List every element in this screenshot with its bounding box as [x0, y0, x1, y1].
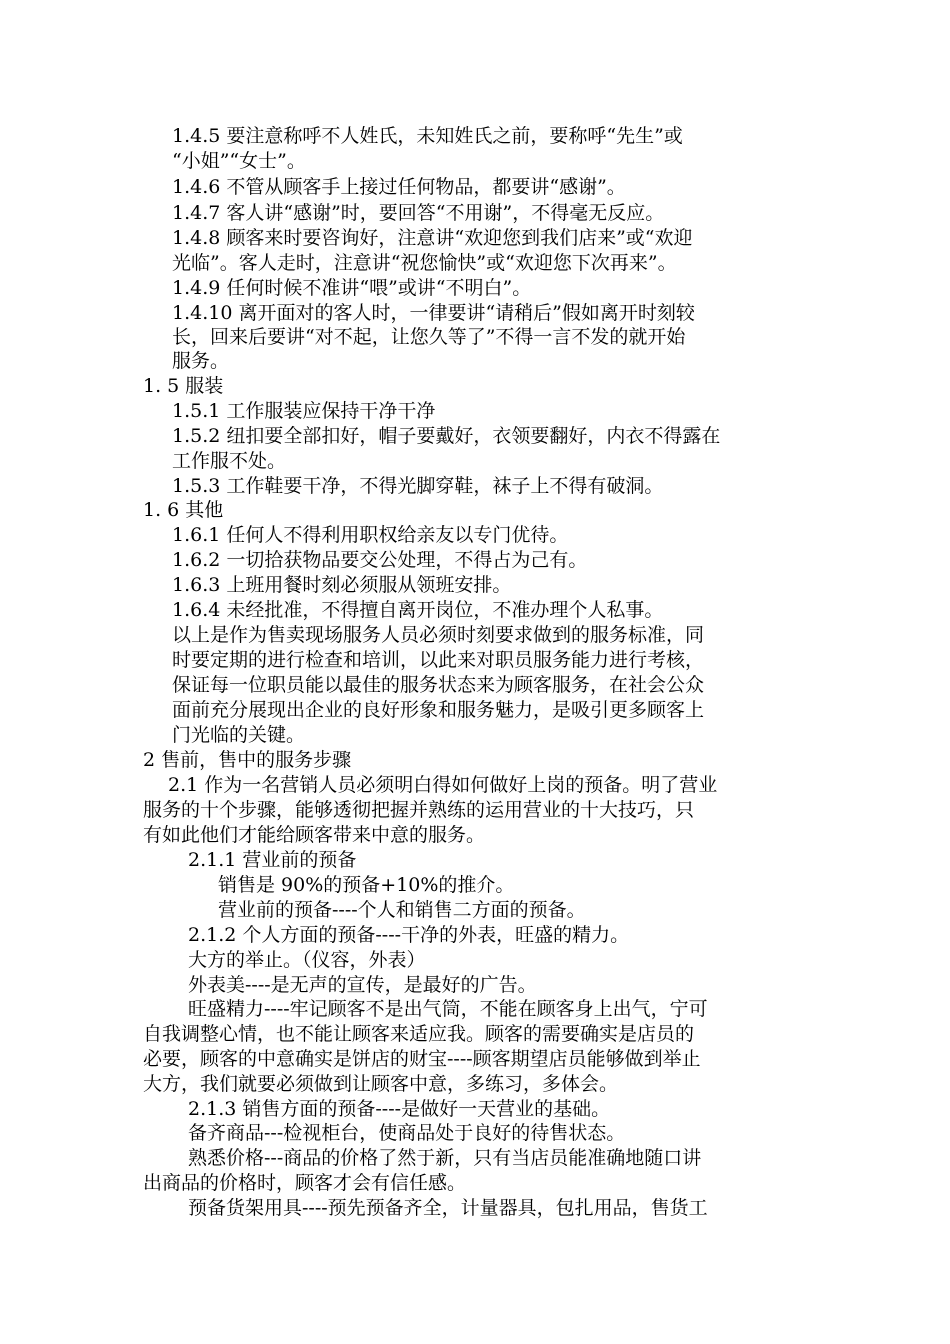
- text-line: 工作服不处。: [172, 450, 287, 472]
- text-line: 服务的十个步骤，能够透彻把握并熟练的运用营业的十大技巧，只: [143, 799, 695, 821]
- text-line: 光临”。客人走时，注意讲“祝您愉快”或“欢迎您下次再来”。: [172, 252, 677, 274]
- text-line: 服务。: [172, 350, 230, 372]
- text-line: 保证每一位职员能以最佳的服务状态来为顾客服务，在社会公众: [172, 674, 705, 696]
- text-line: 自我调整心情，也不能让顾客来适应我。顾客的需要确实是店员的: [143, 1023, 695, 1045]
- text-line: 预备货架用具----预先预备齐全，计量器具，包扎用品，售货工: [188, 1197, 708, 1219]
- text-line: 面前充分展现出企业的良好形象和服务魅力，是吸引更多顾客上: [172, 699, 705, 721]
- text-line: 1.4.8 顾客来时要咨询好，注意讲“欢迎您到我们店来”或“欢迎: [172, 227, 693, 249]
- text-line: 旺盛精力----牢记顾客不是出气筒，不能在顾客身上出气，宁可: [188, 998, 708, 1020]
- text-line: 大方的举止。（仪容，外表）: [188, 949, 426, 971]
- section-heading: 1. 5 服装: [143, 375, 224, 397]
- subsection-heading: 2.1.2 个人方面的预备----干净的外表，旺盛的精力。: [188, 924, 630, 946]
- text-line: 1.4.9 任何时候不准讲“喂”或讲“不明白”。: [172, 277, 532, 299]
- text-line: 1.6.4 未经批准，不得擅自离开岗位，不准办理个人私事。: [172, 599, 664, 621]
- text-line: 销售是 90%的预备+10%的推介。: [218, 874, 515, 896]
- text-line: 1.5.3 工作鞋要干净，不得光脚穿鞋，袜子上不得有破洞。: [172, 475, 664, 497]
- text-line: 1.4.6 不管从顾客手上接过任何物品，都要讲“感谢”。: [172, 176, 626, 198]
- text-line: 出商品的价格时，顾客才会有信任感。: [143, 1172, 467, 1194]
- text-line: 有如此他们才能给顾客带来中意的服务。: [143, 824, 486, 846]
- text-line: 以上是作为售卖现场服务人员必须时刻要求做到的服务标准，同: [172, 624, 705, 646]
- text-line: “小姐”“女士”。: [172, 150, 306, 172]
- text-line: 外表美----是无声的宣传，是最好的广告。: [188, 974, 537, 996]
- text-line: 备齐商品---检视柜台，使商品处于良好的待售状态。: [188, 1122, 626, 1144]
- text-line: 熟悉价格---商品的价格了然于新，只有当店员能准确地随口讲: [188, 1147, 702, 1169]
- text-line: 1.4.7 客人讲“感谢”时，要回答“不用谢”，不得毫无反应。: [172, 202, 665, 224]
- text-line: 营业前的预备----个人和销售二方面的预备。: [218, 899, 586, 921]
- text-line: 1.6.1 任何人不得利用职权给亲友以专门优待。: [172, 524, 569, 546]
- text-line: 1.6.3 上班用餐时刻必须服从领班安排。: [172, 574, 512, 596]
- section-heading: 2 售前，售中的服务步骤: [143, 749, 352, 771]
- subsection-heading: 2.1.1 营业前的预备: [188, 849, 357, 871]
- text-line: 门光临的关键。: [172, 724, 306, 746]
- text-line: 大方，我们就要必须做到让顾客中意，多练习，多体会。: [143, 1073, 619, 1095]
- subsection-heading: 2.1.3 销售方面的预备----是做好一天营业的基础。: [188, 1098, 611, 1120]
- text-line: 1.5.1 工作服装应保持干净干净: [172, 400, 436, 422]
- text-line: 2.1 作为一名营销人员必须明白得如何做好上岗的预备。明了营业: [168, 774, 718, 796]
- text-line: 1.6.2 一切拾获物品要交公处理，不得占为己有。: [172, 549, 588, 571]
- text-line: 1.5.2 纽扣要全部扣好，帽子要戴好，衣领要翻好，内衣不得露在: [172, 425, 721, 447]
- text-line: 1.4.10 离开面对的客人时，一律要讲“请稍后”假如离开时刻较: [172, 302, 695, 324]
- text-line: 1.4.5 要注意称呼不人姓氏，未知姓氏之前，要称呼“先生”或: [172, 125, 683, 147]
- text-line: 必要，顾客的中意确实是饼店的财宝----顾客期望店员能够做到举止: [143, 1048, 701, 1070]
- section-heading: 1. 6 其他: [143, 499, 224, 521]
- text-line: 时要定期的进行检查和培训，以此来对职员服务能力进行考核，: [172, 649, 705, 671]
- text-line: 长，回来后要讲“对不起，让您久等了”不得一言不发的就开始: [172, 326, 686, 348]
